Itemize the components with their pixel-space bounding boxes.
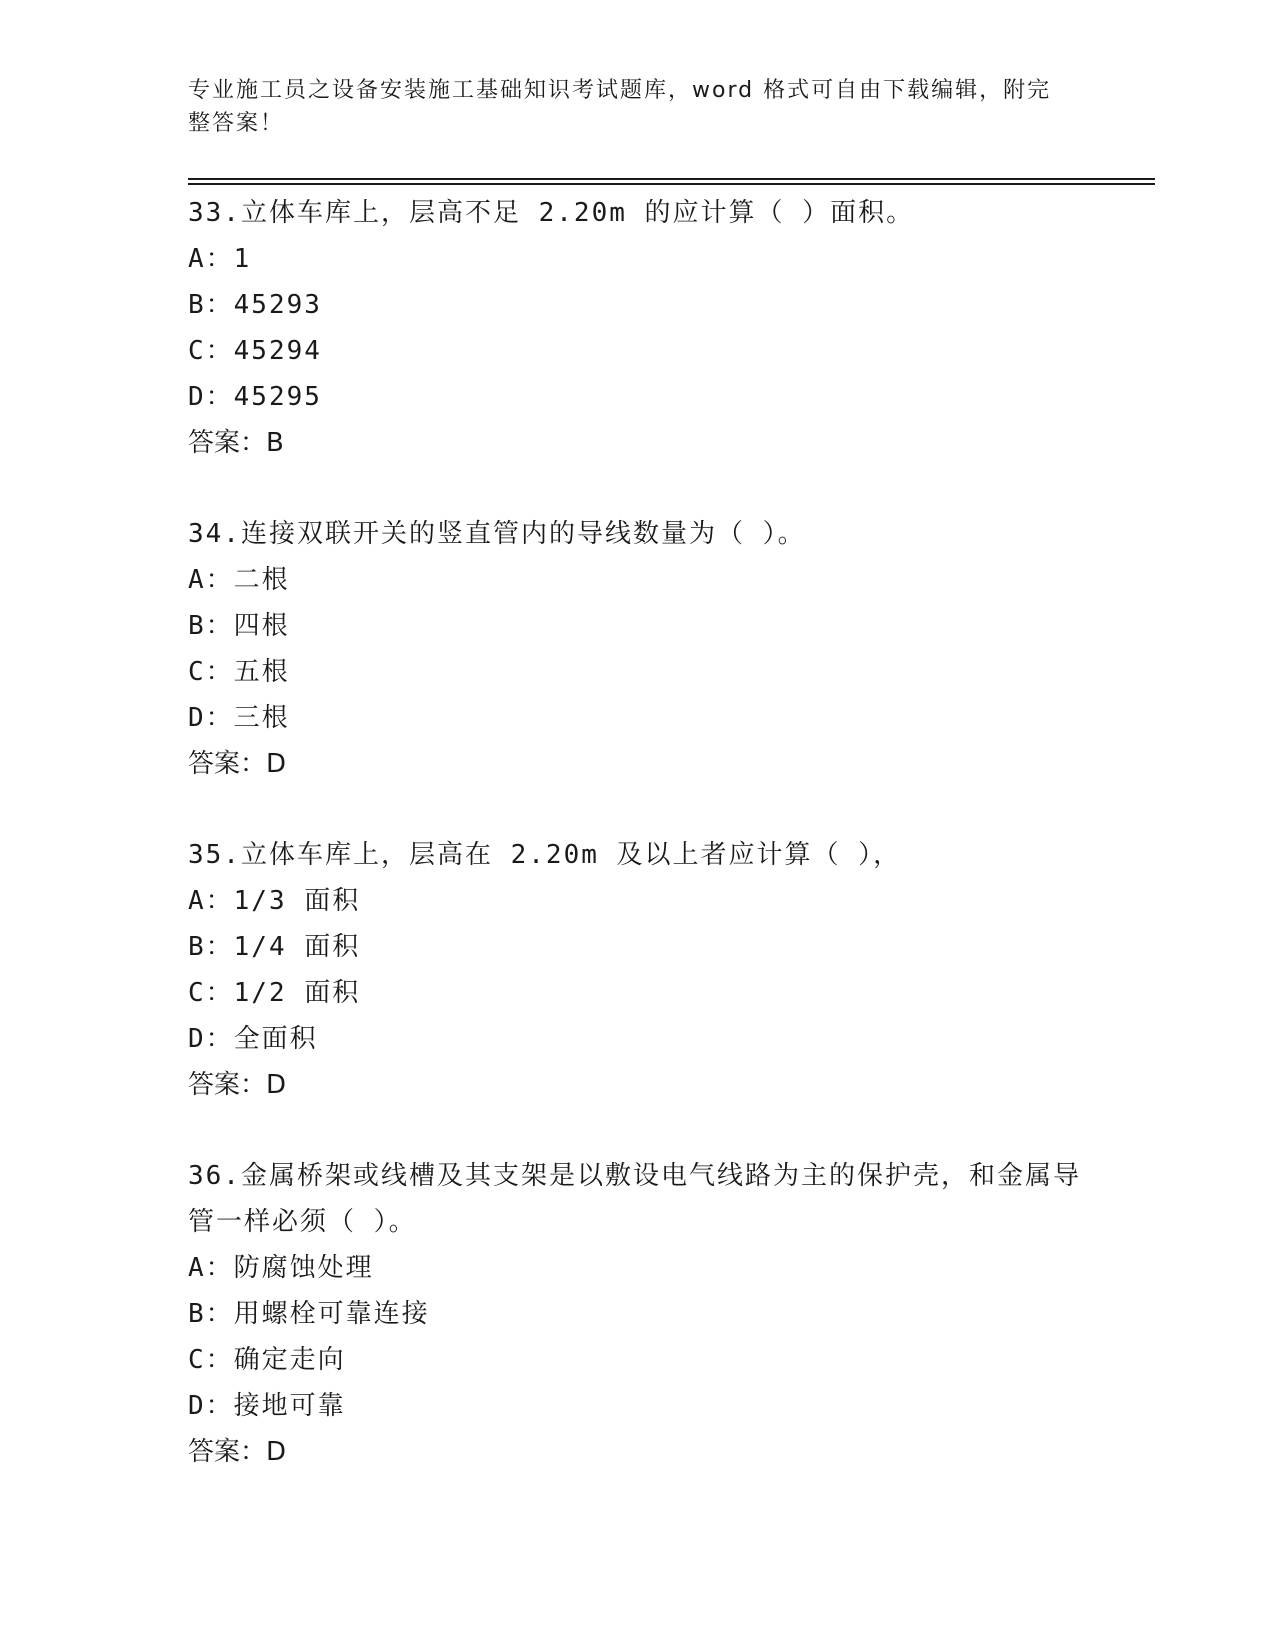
header-divider-bottom bbox=[188, 183, 1155, 185]
question-34 bbox=[188, 511, 1088, 787]
question-list bbox=[188, 190, 1088, 1520]
option-b: B：四根 bbox=[188, 611, 290, 641]
question-35 bbox=[188, 832, 1088, 1108]
option-c: C：45294 bbox=[188, 336, 322, 366]
question-stem: 33.立体车库上，层高不足 2.20m 的应计算（ ）面积。 bbox=[188, 198, 915, 228]
question-stem: 35.立体车库上，层高在 2.20m 及以上者应计算（ ）， bbox=[188, 840, 902, 870]
option-c: C：确定走向 bbox=[188, 1345, 346, 1375]
question-stem: 34.连接双联开关的竖直管内的导线数量为（ ）。 bbox=[188, 519, 806, 549]
option-d: D：45295 bbox=[188, 382, 322, 412]
document-header: 专业施工员之设备安装施工基础知识考试题库，word 格式可自由下载编辑，附完整答案！ bbox=[188, 78, 1052, 136]
option-d: D：三根 bbox=[188, 703, 290, 733]
option-b: B：用螺栓可靠连接 bbox=[188, 1299, 430, 1329]
option-d: D：全面积 bbox=[188, 1024, 318, 1054]
option-d: D：接地可靠 bbox=[188, 1391, 346, 1421]
option-b: B：45293 bbox=[188, 290, 322, 320]
question-stem: 36.金属桥架或线槽及其支架是以敷设电气线路为主的保护壳，和金属导管一样必须（ ）。 bbox=[188, 1161, 1081, 1237]
option-a: A：1/3 面积 bbox=[188, 886, 361, 916]
answer: 答案：B bbox=[188, 428, 284, 458]
header-divider-top bbox=[188, 178, 1155, 180]
option-c: C：五根 bbox=[188, 657, 290, 687]
question-33 bbox=[188, 190, 1088, 466]
option-a: A：1 bbox=[188, 244, 252, 274]
answer: 答案：D bbox=[188, 749, 287, 779]
option-a: A：防腐蚀处理 bbox=[188, 1253, 374, 1283]
answer: 答案：D bbox=[188, 1070, 287, 1100]
answer: 答案：D bbox=[188, 1437, 287, 1467]
option-c: C：1/2 面积 bbox=[188, 978, 361, 1008]
option-b: B：1/4 面积 bbox=[188, 932, 361, 962]
option-a: A：二根 bbox=[188, 565, 290, 595]
question-36 bbox=[188, 1153, 1088, 1475]
